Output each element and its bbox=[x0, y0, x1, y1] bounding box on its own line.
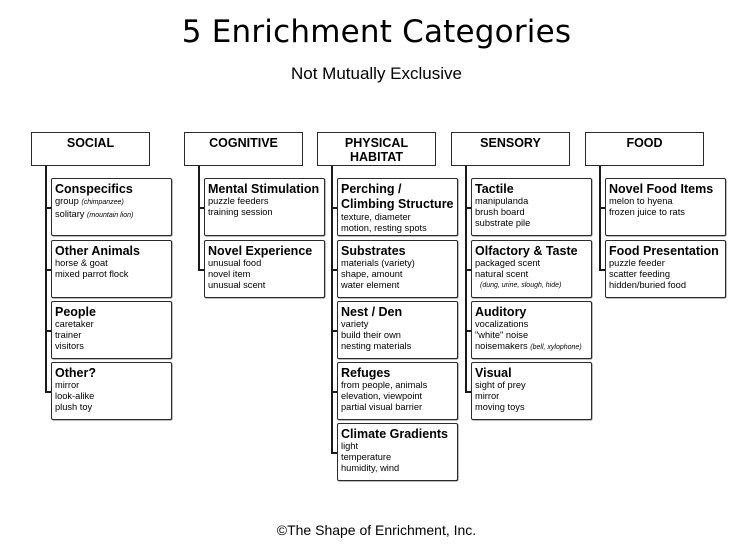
example-line bbox=[475, 196, 589, 207]
subcategory-box-mental-stimulation bbox=[204, 178, 325, 236]
subcategory-box-tactile bbox=[471, 178, 592, 236]
example-text: plush toy bbox=[55, 401, 93, 412]
example-text: hidden/buried food bbox=[609, 279, 687, 290]
diagram-title: 5 Enrichment Categories bbox=[181, 14, 572, 50]
example-line bbox=[475, 218, 589, 229]
subcategory-box-refuges bbox=[337, 362, 458, 420]
subcategory-box-food-presentation bbox=[605, 240, 726, 298]
example-line bbox=[475, 269, 589, 280]
subcategory-box-auditory bbox=[471, 301, 592, 359]
example-line bbox=[609, 258, 723, 269]
category-label: SENSORY bbox=[480, 136, 541, 150]
example-line bbox=[55, 319, 169, 330]
example-line bbox=[609, 196, 723, 207]
example-line bbox=[55, 330, 169, 341]
example-text: shape, amount bbox=[341, 268, 403, 279]
example-text: water element bbox=[341, 279, 400, 290]
example-text: trainer bbox=[55, 329, 82, 340]
example-line bbox=[55, 380, 169, 391]
example-text: melon to hyena bbox=[609, 196, 673, 206]
example-text: vocalizations bbox=[475, 319, 529, 329]
subcategory-box-climate-gradients bbox=[337, 423, 458, 481]
example-text: manipulanda bbox=[475, 196, 529, 206]
diagram-subtitle: Not Mutually Exclusive bbox=[290, 64, 462, 83]
category-header-social bbox=[31, 132, 150, 166]
example-note: (chimpanzee) bbox=[81, 199, 124, 206]
example-line bbox=[208, 280, 322, 291]
example-text: scatter feeding bbox=[609, 268, 670, 279]
example-text: training session bbox=[208, 206, 273, 217]
category-header-physical-habitat bbox=[317, 132, 436, 166]
subcategory-title: Auditory bbox=[475, 305, 527, 319]
tree-connector-line bbox=[331, 166, 333, 454]
example-note: (dung, urine, slough, hide) bbox=[480, 281, 562, 289]
example-text: look-alike bbox=[55, 390, 95, 401]
example-line bbox=[609, 207, 723, 218]
subcategory-title: Olfactory & Taste bbox=[475, 244, 578, 258]
tree-connector-line bbox=[198, 166, 200, 271]
category-header-sensory bbox=[451, 132, 570, 166]
subcategory-box-novel-food-items bbox=[605, 178, 726, 236]
example-text: novel item bbox=[208, 268, 251, 279]
example-text: horse & goat bbox=[55, 258, 108, 268]
example-text: mirror bbox=[55, 380, 80, 390]
example-text: mirror bbox=[475, 390, 500, 401]
example-line bbox=[475, 207, 589, 218]
subcategory-title: Substrates bbox=[341, 244, 406, 258]
example-line bbox=[475, 258, 589, 269]
example-line bbox=[341, 441, 455, 452]
example-text: build their own bbox=[341, 329, 401, 340]
subcategory-title: People bbox=[55, 305, 96, 319]
example-line bbox=[341, 269, 455, 280]
example-line bbox=[475, 391, 589, 402]
subcategory-box-novel-experience bbox=[204, 240, 325, 298]
example-text: nesting materials bbox=[341, 340, 412, 351]
example-line bbox=[55, 341, 169, 352]
category-header-food bbox=[585, 132, 704, 166]
example-text: mixed parrot flock bbox=[55, 268, 129, 279]
example-text: partial visual barrier bbox=[341, 401, 423, 412]
example-line bbox=[475, 402, 589, 413]
example-line bbox=[341, 223, 455, 234]
example-line bbox=[55, 209, 169, 222]
subcategory-title: Mental Stimulation bbox=[208, 182, 320, 196]
example-line bbox=[208, 196, 322, 207]
subcategory-title: Refuges bbox=[341, 366, 391, 380]
example-line bbox=[55, 402, 169, 413]
example-text: "white" noise bbox=[475, 329, 529, 340]
example-line bbox=[208, 258, 322, 269]
subcategory-box-people bbox=[51, 301, 172, 359]
example-line bbox=[475, 280, 589, 292]
subcategory-title: Perching / Climbing Structure bbox=[341, 182, 454, 211]
example-line bbox=[475, 319, 589, 330]
example-text: sight of prey bbox=[475, 380, 526, 390]
example-line bbox=[208, 269, 322, 280]
subcategory-title: Novel Food Items bbox=[609, 182, 714, 196]
example-text: brush board bbox=[475, 206, 525, 217]
example-text: noisemakers bbox=[475, 340, 531, 351]
example-line bbox=[55, 269, 169, 280]
example-text: materials (variety) bbox=[341, 258, 415, 268]
example-text: from people, animals bbox=[341, 380, 428, 390]
example-text: puzzle feeders bbox=[208, 196, 269, 206]
subcategory-box-substrates bbox=[337, 240, 458, 298]
example-line bbox=[341, 341, 455, 352]
example-line bbox=[609, 280, 723, 291]
example-line bbox=[475, 380, 589, 391]
example-text: unusual food bbox=[208, 258, 262, 268]
example-line bbox=[341, 280, 455, 291]
example-line bbox=[341, 258, 455, 269]
subcategory-title: Food Presentation bbox=[609, 244, 719, 258]
subcategory-box-nest-den bbox=[337, 301, 458, 359]
category-label: SOCIAL bbox=[66, 136, 115, 150]
example-line bbox=[55, 196, 169, 209]
subcategory-box-other-animals bbox=[51, 240, 172, 298]
subcategory-title: Novel Experience bbox=[208, 244, 313, 258]
example-line bbox=[55, 258, 169, 269]
example-line bbox=[475, 330, 589, 341]
tree-connector-line bbox=[465, 166, 467, 393]
example-text: elevation, viewpoint bbox=[341, 390, 423, 401]
example-text: packaged scent bbox=[475, 258, 541, 268]
example-text: solitary bbox=[55, 208, 88, 219]
example-text: variety bbox=[341, 319, 369, 329]
example-line bbox=[208, 207, 322, 218]
example-line bbox=[55, 391, 169, 402]
example-line bbox=[341, 391, 455, 402]
tree-connector-line bbox=[599, 166, 601, 271]
subcategory-title: Tactile bbox=[475, 182, 514, 196]
subcategory-title: Other? bbox=[55, 366, 96, 380]
example-text: humidity, wind bbox=[341, 462, 400, 473]
example-line bbox=[341, 380, 455, 391]
category-label: PHYSICAL HABITAT bbox=[344, 136, 409, 164]
example-text: texture, diameter bbox=[341, 212, 411, 222]
subcategory-box-perching-climbing-structure bbox=[337, 178, 458, 236]
example-line bbox=[475, 341, 589, 354]
example-line bbox=[341, 463, 455, 474]
category-header-cognitive bbox=[184, 132, 303, 166]
example-text: frozen juice to rats bbox=[609, 206, 685, 217]
example-text: unusual scent bbox=[208, 279, 266, 290]
subcategory-box-visual bbox=[471, 362, 592, 420]
example-line bbox=[341, 402, 455, 413]
copyright-footer: ©The Shape of Enrichment, Inc. bbox=[276, 522, 477, 538]
subcategory-box-conspecifics bbox=[51, 178, 172, 236]
example-line bbox=[609, 269, 723, 280]
example-text: temperature bbox=[341, 451, 392, 462]
subcategory-title: Climate Gradients bbox=[341, 427, 448, 441]
example-text: caretaker bbox=[55, 319, 94, 329]
tree-connector-line bbox=[45, 166, 47, 393]
subcategory-title: Other Animals bbox=[55, 244, 140, 258]
category-label: FOOD bbox=[626, 136, 663, 150]
example-text: natural scent bbox=[475, 268, 529, 279]
example-line bbox=[341, 212, 455, 223]
example-note: (mountain lion) bbox=[87, 211, 134, 219]
subcategory-box-other bbox=[51, 362, 172, 420]
subcategory-title: Nest / Den bbox=[341, 305, 403, 319]
example-line bbox=[341, 452, 455, 463]
subcategory-title: Visual bbox=[475, 366, 512, 380]
example-note: (bell, xylophone) bbox=[530, 343, 582, 351]
example-text: puzzle feeder bbox=[609, 258, 665, 268]
example-text: group bbox=[55, 196, 82, 206]
example-text: light bbox=[341, 441, 359, 451]
example-text: substrate pile bbox=[475, 217, 531, 228]
example-text: visitors bbox=[55, 340, 84, 351]
example-text: motion, resting spots bbox=[341, 222, 427, 233]
category-label: COGNITIVE bbox=[209, 136, 278, 150]
example-text: moving toys bbox=[475, 401, 525, 412]
example-line bbox=[341, 319, 455, 330]
example-line bbox=[341, 330, 455, 341]
subcategory-box-olfactory-taste bbox=[471, 240, 592, 298]
subcategory-title: Conspecifics bbox=[55, 182, 133, 196]
